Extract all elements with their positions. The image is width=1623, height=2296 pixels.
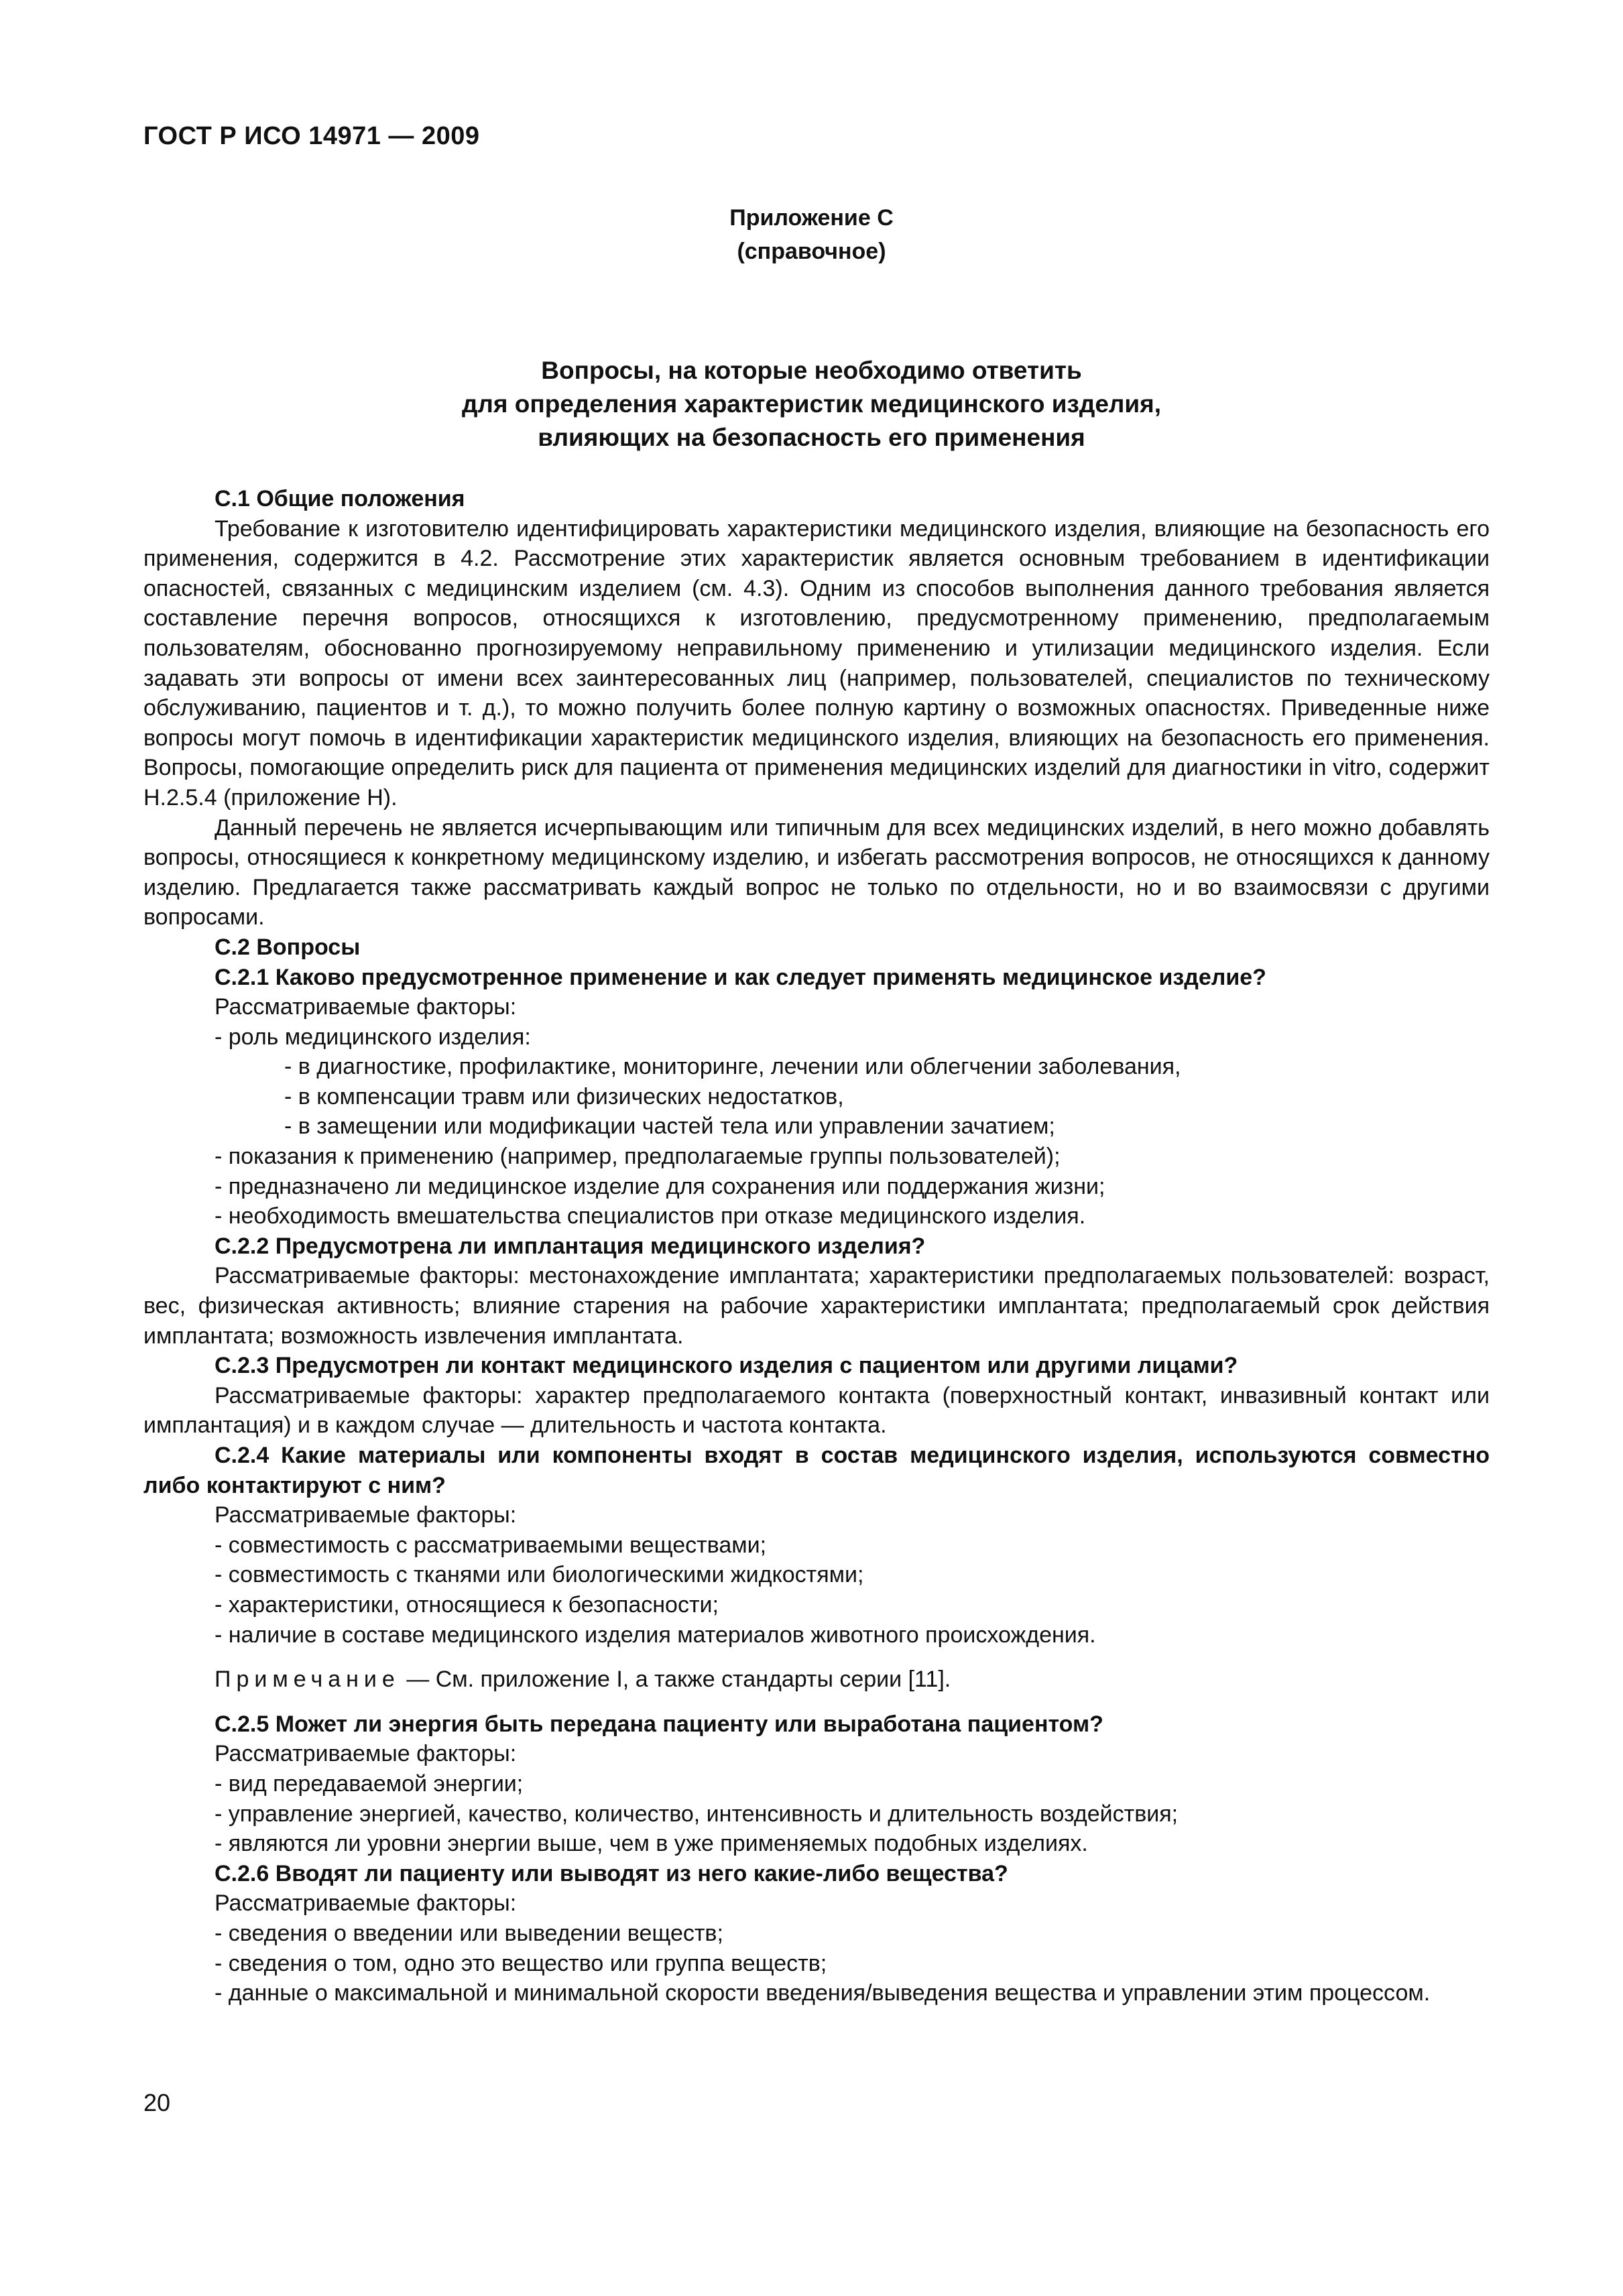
note-label: Примечание	[215, 1667, 400, 1693]
factors-label: Рассматриваемые факторы:	[215, 1741, 517, 1767]
list-item: - в компенсации травм или физических недостатков,	[284, 1083, 844, 1109]
list-item: - предназначено ли медицинское изделие для сохранения или поддержания жизни;	[215, 1173, 1105, 1199]
page-number: 20	[143, 2089, 171, 2116]
subsection-heading-c21: С.2.1 Каково предусмотренное применение и как следует применять медицинское изделие?	[215, 964, 1266, 990]
document-body	[143, 484, 1490, 2008]
appendix-heading	[0, 201, 1623, 268]
subsection-heading-c22: С.2.2 Предусмотрена ли имплантация медицинского изделия?	[215, 1233, 926, 1259]
paragraph: Данный перечень не является исчерпывающим или типичным для всех медицинских изделий, в него можно добавлять вопросы, относящиеся к конкретному медицинскому изделию, и избегать рассмотрения вопросов, не относящихся к данному изделию. Предлагается также рассматривать каждый вопрос не только по отдельности, но и во взаимосвязи с другими вопросами.	[143, 814, 1490, 930]
standard-header: ГОСТ Р ИСО 14971 — 2009	[143, 122, 480, 150]
title-line: влияющих на безопасность его применения	[538, 424, 1085, 451]
list-item: - совместимость с тканями или биологическими жидкостями;	[215, 1562, 864, 1588]
section-heading-c1: С.1 Общие положения	[215, 486, 465, 511]
list-item: - показания к применению (например, предполагаемые группы пользователей);	[215, 1144, 1061, 1170]
title-line: для определения характеристик медицинского изделия,	[461, 390, 1162, 418]
factors-label: Рассматриваемые факторы:	[215, 1890, 517, 1917]
subsection-heading-c25: С.2.5 Может ли энергия быть передана пациенту или выработана пациентом?	[215, 1711, 1103, 1737]
factors-label: Рассматриваемые факторы:	[215, 1502, 517, 1528]
paragraph: Рассматриваемые факторы: местонахождение имплантата; характеристики предполагаемых пользователей: возраст, вес, физическая активность; влияние старения на рабочие характеристики имплантата; предполагаемый срок действия имплантата; возможность извлечения имплантата.	[143, 1263, 1490, 1349]
factors-label: Рассматриваемые факторы:	[215, 994, 517, 1020]
list-item: - в замещении или модификации частей тела или управлении зачатием;	[284, 1113, 1055, 1140]
list-item: - сведения о введении или выведении веществ;	[215, 1920, 723, 1946]
section-heading-c2: С.2 Вопросы	[215, 934, 361, 960]
list-item: - необходимость вмешательства специалистов при отказе медицинского изделия.	[215, 1203, 1086, 1229]
subsection-heading-c26: С.2.6 Вводят ли пациенту или выводят из него какие-либо вещества?	[215, 1860, 1008, 1886]
appendix-kind: (справочное)	[737, 239, 886, 264]
appendix-title: Приложение C	[729, 205, 894, 231]
list-item: - данные о максимальной и минимальной скорости введения/выведения вещества и управлении этим процессом.	[215, 1980, 1431, 2006]
list-item: - управление энергией, качество, количество, интенсивность и длительность воздействия;	[215, 1801, 1179, 1827]
list-item: - наличие в составе медицинского изделия материалов животного происхождения.	[215, 1622, 1096, 1648]
note-text: — См. приложение I, а также стандарты серии [11].	[400, 1667, 951, 1693]
list-item: - роль медицинского изделия:	[215, 1024, 531, 1050]
list-item: - характеристики, относящиеся к безопасности;	[215, 1591, 719, 1618]
title-line: Вопросы, на которые необходимо ответить	[541, 357, 1082, 384]
subsection-heading-c23: С.2.3 Предусмотрен ли контакт медицинского изделия с пациентом или другими лицами?	[215, 1353, 1238, 1379]
list-item: - вид передаваемой энергии;	[215, 1770, 524, 1797]
list-item: - являются ли уровни энергии выше, чем в уже применяемых подобных изделиях.	[215, 1831, 1088, 1857]
list-item: - совместимость с рассматриваемыми веществами;	[215, 1532, 767, 1558]
list-item: - сведения о том, одно это вещество или группа веществ;	[215, 1950, 827, 1976]
document-title	[0, 354, 1623, 455]
paragraph: Требование к изготовителю идентифицировать характеристики медицинского изделия, влияющие на безопасность его применения, содержится в 4.2. Рассмотрение этих характеристик является основным требованием в идентификации опасностей, связанных с медицинским изделием (см. 4.3). Одним из способов выполнения данного требования является составление перечня вопросов, относящихся к изготовлению, предусмотренному применению, предполагаемым пользователям, обоснованно прогнозируемому неправильному применению и утилизации медицинского изделия. Если задавать эти вопросы от имени всех заинтересованных лиц (например, пользователей, специалистов по техническому обслуживанию, пациентов и т. д.), то можно получить более полную картину о возможных опасностях. Приведенные ниже вопросы могут помочь в идентификации характеристик медицинского изделия, влияющих на безопасность его применения. Вопросы, помогающие определить риск для пациента от применения медицинских изделий для диагностики in vitro, содержит H.2.5.4 (приложение H).	[143, 516, 1490, 810]
note	[143, 1665, 1490, 1695]
subsection-heading-c24: С.2.4 Какие материалы или компоненты входят в состав медицинского изделия, используются совместно либо контактируют с ним?	[143, 1443, 1490, 1498]
paragraph: Рассматриваемые факторы: характер предполагаемого контакта (поверхностный контакт, инвазивный контакт или имплантация) и в каждом случае — длительность и частота контакта.	[143, 1382, 1490, 1439]
list-item: - в диагностике, профилактике, мониторинге, лечении или облегчении заболевания,	[284, 1054, 1181, 1080]
